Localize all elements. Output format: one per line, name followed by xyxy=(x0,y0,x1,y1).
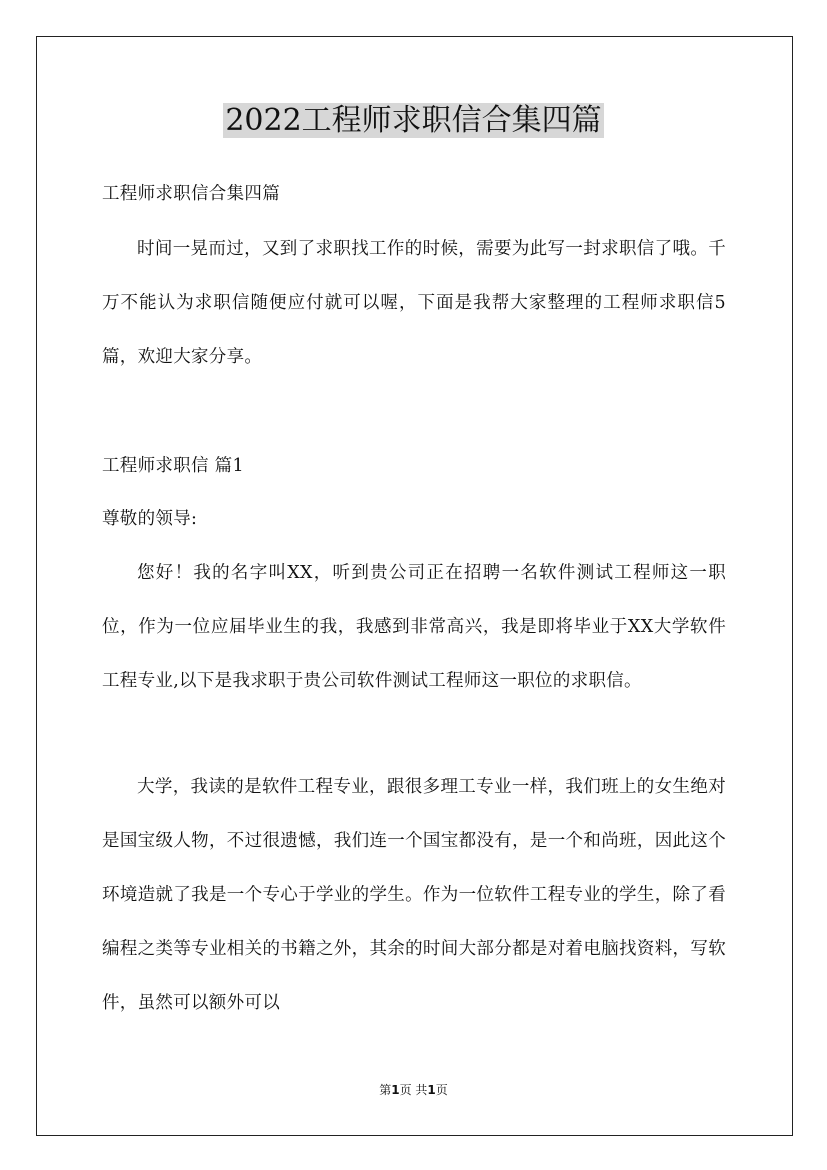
page-mid: 页 共 xyxy=(399,1083,428,1097)
body-paragraph: 您好！我的名字叫XX，听到贵公司正在招聘一名软件测试工程师这一职位，作为一位应届毕业生的我，我感到非常高兴，我是即将毕业于XX大学软件工程专业,以下是我求职于贵公司软件测试工程师这一职位的求职信。 xyxy=(102,563,726,691)
page-current: 1 xyxy=(391,1083,400,1097)
section-heading: 工程师求职信 篇1 xyxy=(102,456,244,476)
page-prefix: 第 xyxy=(379,1083,392,1097)
body-paragraph: 大学，我读的是软件工程专业，跟很多理工专业一样，我们班上的女生绝对是国宝级人物，不过很遗憾，我们连一个国宝都没有，是一个和尚班，因此这个环境造就了我是一个专心于学业的学生。作为一位软件工程专业的学生，除了看编程之类等专业相关的书籍之外，其余的时间大部分都是对着电脑找资料，写软件，虽然可以额外可以 xyxy=(102,777,726,1013)
page-total: 1 xyxy=(427,1083,436,1097)
document-title-text: 2022工程师求职信合集四篇 xyxy=(225,103,602,138)
salutation: 尊敬的领导: xyxy=(102,509,198,529)
document-title xyxy=(0,100,827,142)
document-subtitle: 工程师求职信合集四篇 xyxy=(102,184,280,204)
intro-paragraph: 时间一晃而过，又到了求职找工作的时候，需要为此写一封求职信了哦。千万不能认为求职信随便应付就可以喔，下面是我帮大家整理的工程师求职信5篇，欢迎大家分享。 xyxy=(102,239,726,367)
page-suffix: 页 xyxy=(435,1083,448,1097)
page-footer xyxy=(0,1082,827,1098)
